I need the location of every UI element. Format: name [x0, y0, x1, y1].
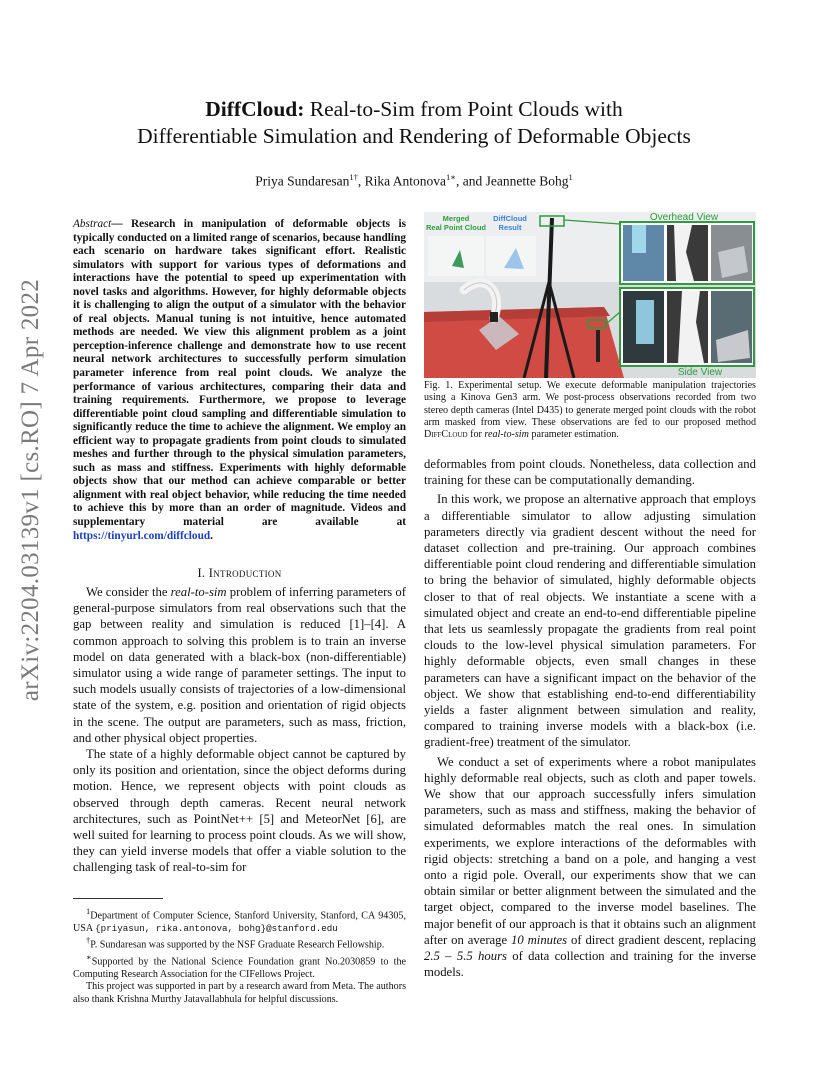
- text-run: We conduct a set of experiments where a robot manipulates highly deformable real objects, such as cloth and paper towels. We show that our approach successfully infers simulation parameters, such as mass and stiffness, making the behavior of simulated deformables match the real ones. In simulation experiments, we explore interactions of the deformables with rigid objects: stretching a band on a pole, and hanging a vest onto a rigid pole. Overall, our experiments show that we can obtain similar or better alignment between the simulated and the target object, compared to the inverse model baselines. The major benefit of our approach is that it obtains such an alignment after on average: [424, 754, 756, 947]
- abstract-end: .: [210, 529, 213, 542]
- caption-text: for: [467, 429, 485, 441]
- label-diffcloud-line1: DiffCloud: [493, 214, 527, 223]
- section-heading: [73, 566, 406, 581]
- author-sep: , and: [456, 173, 486, 189]
- caption-text: parameter estimation.: [528, 429, 619, 441]
- text-run: of data collection and training for the inverse models.: [424, 949, 756, 980]
- caption-method: DiffCloud: [424, 429, 468, 441]
- arxiv-stamp: [8, 278, 54, 702]
- label-merged-line2: Real Point Cloud: [426, 223, 486, 232]
- abstract-dash: —: [111, 218, 132, 230]
- intro-paragraph-4: [424, 754, 756, 981]
- title-line2: Differentiable Simulation and Rendering of Deformable Objects: [137, 124, 691, 148]
- label-overhead-view: Overhead View: [649, 212, 719, 223]
- footnote-nsf: [73, 952, 406, 981]
- intro-right-column: [424, 456, 756, 981]
- author-emails: {priyasun, rika.antonova, bohg}@stanford.edu: [95, 922, 338, 934]
- footnote-mark: †: [86, 936, 91, 946]
- paper-title: [60, 96, 768, 150]
- footnote-fellowship: [73, 935, 406, 952]
- footnote-mark: 1: [86, 907, 91, 916]
- caption-label: Fig. 1.: [424, 380, 453, 391]
- footnote-affiliation: [73, 906, 406, 935]
- diffcloud-result-panel: [486, 236, 536, 276]
- text-run: We consider the: [86, 585, 171, 599]
- emphasis: 2.5 – 5.5 hours: [424, 949, 507, 964]
- footnote-text: Supported by the National Science Foundation grant No.2030859 to the Computing Research Association for the CIFellows Project.: [73, 956, 406, 980]
- footnote-rule: [73, 898, 163, 899]
- section-heading-text: I. Introduction: [197, 566, 282, 580]
- footnote-mark: ∗: [86, 952, 92, 962]
- caption-emphasis: real-to-sim: [484, 429, 529, 441]
- merged-pointcloud-panel: [428, 236, 484, 276]
- footnote-text: Department of Computer Science, Stanford University, Stanford, CA 94305, USA: [73, 910, 406, 934]
- intro-left-column: [73, 584, 406, 876]
- title-line1: Real-to-Sim from Point Clouds with: [304, 97, 623, 121]
- author-name: Rika Antonova: [364, 173, 446, 189]
- text-run: problem of inferring parameters of general-purpose simulators from real observations such that the gap between reality and simulation is reduced [1]–[4]. A common approach to solving this problem is to train an inverse model on data generated with a black-box (non-differentiable) simulator using a wide range of parameter settings. The input to such models usually consists of trajectories of a low-dimensional state of the system, e.g. position and orientation of rigid objects in the scene. The output are parameters, such as mass, friction, and other physical object properties.: [73, 585, 406, 745]
- author-list: [60, 172, 768, 190]
- label-merged-line1: Merged: [442, 214, 470, 223]
- author-mark: 1†: [349, 172, 358, 182]
- arxiv-stamp-text: arXiv:2204.03139v1 [cs.RO] 7 Apr 2022: [17, 278, 44, 702]
- text-run: of direct gradient descent, replacing: [567, 932, 756, 947]
- footnotes: [73, 906, 406, 1006]
- caption-text: Experimental setup. We execute deformable manipulation trajectories using a Kinova Gen3 arm. We post-process observations recorded from two stereo depth cameras (Intel D435) to generate merged point clouds with the robot arm masked from view. These observations are fed to our proposed method: [424, 380, 756, 428]
- emphasis: 10 minutes: [511, 932, 568, 947]
- author-name: Priya Sundaresan: [255, 173, 350, 189]
- intro-paragraph-2: The state of a highly deformable object cannot be captured by only its position and orientation, since the object deforms during motion. Hence, we represent objects with point clouds as observed through depth cameras. Recent neural network architectures, such as PointNet++ [5] and MeteorNet [6], are well suited for learning to process point clouds. As we will show, they can yield inverse models that offer a viable solution to the challenging task of real-to-sim for: [73, 747, 406, 875]
- intro-paragraph-3: In this work, we propose an alternative approach that employs a differentiable simulator to allow adjusting simulation parameters directly via gradient descent without the need for dataset collection and pre-training. Our approach combines differentiable point cloud rendering and differentiable simulation to bring the behavior of simulated, highly deformable objects closer to that of real objects. We instantiate a scene with a simulated object and create an end-to-end differentiable pipeline that lets us seamlessly propagate the gradients from real point clouds to the low-level physical simulation parameters. For highly deformable objects, even small changes in these parameters can have a significant impact on the behavior of the object. We show that establishing end-to-end differentiability yields a faster alignment between simulation and reality, compared to training inverse models with a black-box (i.e. gradient-free) treatment of the simulator.: [424, 492, 756, 750]
- intro-paragraph-1: [73, 584, 406, 746]
- abstract-text: Research in manipulation of deformable objects is typically conducted on a limited range of scenarios, because handling each scenario on hardware takes significant effort. Realistic simulators with support for various types of deformations and interactions have the potential to speed up experimentation with novel tasks and algorithms. However, for highly deformable objects it is challenging to align the output of a simulator with the behavior of real objects. Manual tuning is not intuitive, hence automated methods are needed. We view this alignment problem as a joint perception-inference challenge and demonstrate how to use recent neural network architectures to successfully perform simulation parameter inference from real point clouds. We analyze the performance of various architectures, comparing their data and training requirements. Furthermore, we propose to leverage differentiable point cloud sampling and differentiable simulation to significantly reduce the time to achieve the alignment. We employ an efficient way to propagate gradients from point clouds to simulated meshes and further through to the physical simulation parameters, such as mass and stiffness. Experiments with highly deformable objects show that our method can achieve comparable or better alignment with real object behavior, while reducing the time needed to achieve this by more than an order of magnitude. Videos and supplementary material are available at: [73, 218, 406, 529]
- author-mark: 1: [568, 172, 573, 182]
- title-bold: DiffCloud:: [205, 97, 305, 121]
- abstract-label: Abstract: [73, 218, 112, 230]
- robot-gripper: [490, 312, 498, 322]
- label-diffcloud-line2: Result: [498, 223, 522, 232]
- author-mark: 1∗: [445, 172, 457, 182]
- figure-caption: [424, 380, 756, 441]
- abstract: [73, 218, 406, 543]
- author-name: Jeannette Bohg: [485, 173, 569, 189]
- overhead-arm-1: [632, 225, 646, 253]
- side-arm-1: [636, 300, 654, 344]
- intro-paragraph-2-continued: deformables from point clouds. Nonetheless, data collection and training for these can be computationally demanding.: [424, 457, 756, 488]
- footnote-meta: This project was supported in part by a research award from Meta. The authors also thank Krishna Murthy Jatavallabhula for helpful discussions.: [73, 981, 406, 1005]
- figure-experimental-setup: [424, 212, 756, 378]
- supplementary-link[interactable]: https://tinyurl.com/diffcloud: [73, 529, 211, 542]
- emphasis: real-to-sim: [170, 585, 227, 599]
- footnote-text: P. Sundaresan was supported by the NSF Graduate Research Fellowship.: [90, 939, 385, 951]
- author-sep: ,: [357, 173, 365, 189]
- label-side-view: Side View: [677, 367, 723, 378]
- figure-illustration: [424, 212, 756, 378]
